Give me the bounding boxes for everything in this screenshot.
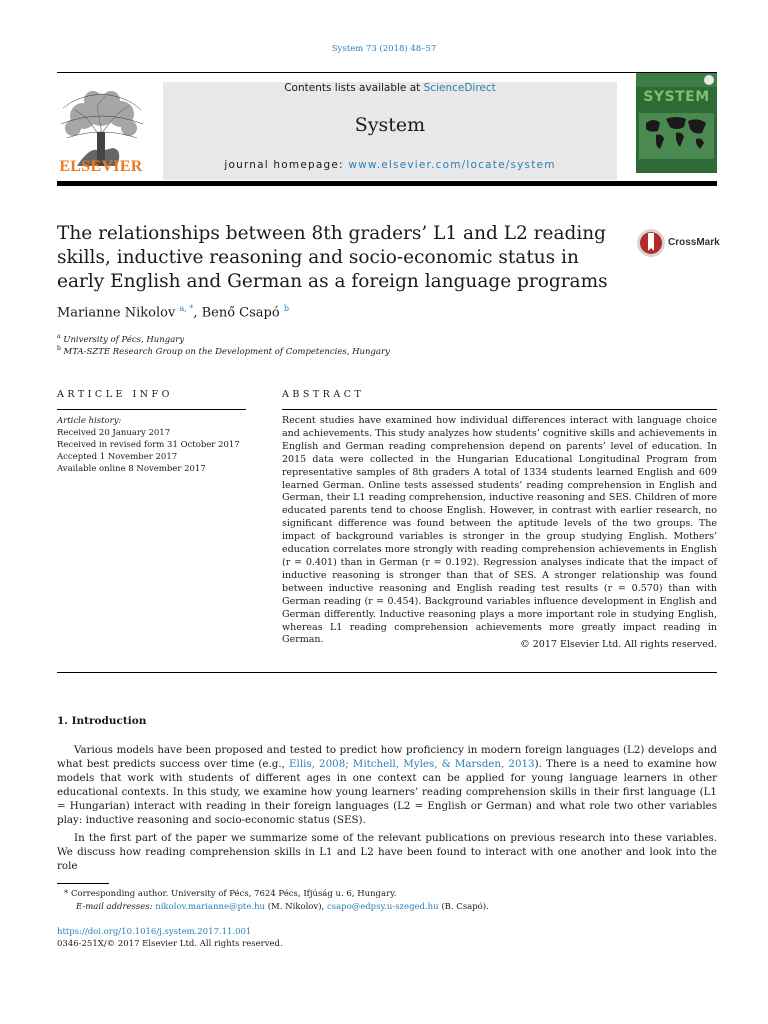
affiliation-text: University of Pécs, Hungary (63, 334, 185, 345)
affiliation-mark: a (57, 333, 61, 340)
abstract-copyright: © 2017 Elsevier Ltd. All rights reserved. (520, 639, 717, 650)
sciencedirect-link[interactable]: ScienceDirect (423, 82, 496, 94)
email-owner: (B. Csapó). (438, 902, 489, 912)
email-link[interactable]: nikolov.marianne@pte.hu (155, 902, 266, 912)
history-item: Available online 8 November 2017 (57, 464, 206, 474)
email-label: E-mail addresses: (76, 902, 156, 912)
author-list (57, 304, 289, 320)
intro-paragraph (57, 831, 717, 873)
abstract-rule (282, 409, 717, 410)
crossmark-label[interactable]: CrossMark (668, 237, 720, 248)
author-affiliation-marks[interactable]: a, * (179, 304, 194, 313)
cover-title: SYSTEM (643, 89, 710, 105)
contents-line (163, 82, 617, 94)
author-name: Benő Csapó (201, 305, 280, 321)
abstract-heading: ABSTRACT (282, 389, 365, 400)
publisher-logo-text: ELSEVIER (59, 158, 143, 175)
journal-cover-image (636, 73, 717, 173)
header-thick-rule (57, 181, 717, 186)
citation-link[interactable]: Ellis, 2008; Mitchell, Myles, & Marsden, 2013 (289, 758, 535, 770)
affiliation (57, 345, 390, 357)
author-name: Marianne Nikolov (57, 305, 176, 321)
author-separator: , (193, 305, 202, 321)
article-info-heading: ARTICLE INFO (57, 389, 173, 400)
journal-citation[interactable]: System 73 (2018) 48–57 (331, 44, 437, 54)
footnote-rule (57, 883, 109, 884)
paragraph-text: ). There is a need to examine how models that work with students of different ages in one context can be applied for young language learners in other educational contexts. In this study, we examine how young learners’ reading comprehension skills in their first language (L1 = Hungarian) interact with reading in their foreign languages (L2 = English or German) and what role two other variables play: inductive reasoning and socio-economic status (SES). (57, 758, 717, 826)
email-owner: (M. Nikolov), (265, 902, 327, 912)
history-item: Accepted 1 November 2017 (57, 452, 178, 462)
cover-art-icon (636, 73, 717, 173)
header-rule (57, 72, 717, 73)
affiliation-mark: b (57, 345, 61, 352)
homepage-link[interactable]: www.elsevier.com/locate/system (348, 159, 556, 171)
history-item: Received in revised form 31 October 2017 (57, 440, 240, 450)
history-item: Received 20 January 2017 (57, 428, 171, 438)
paragraph-text: Various models have been proposed and tested to predict how proficiency in modern foreign languages (L2) develops and what best predicts success over time (e.g., (57, 744, 717, 770)
abstract-text: Recent studies have examined how individual differences interact with language choice and achievements. This study analyzes how students’ cognitive skills and achievements in English and German reading comprehension depend on parents’ level of education. In 2015 data were collected in the Hungarian Educational Longitudinal Program from representative samples of 8th graders A total of 1334 students learned English and 609 learned German. Online tests assessed students’ reading comprehension in English and German, their L1 reading comprehension, inductive reasoning and SES. Children of more educated parents tend to choose English. However, in contrast with earlier research, no significant difference was found between the aptitude levels of the two groups. The impact of background variables is stronger in the group studying English. Mothers’ education correlates more strongly with reading comprehension achievements in English (r = 0.401) than in German (r = 0.192). Regression analyses indicate that the impact of inductive reasoning is stronger than that of SES. A stronger relationship was found between inductive reasoning and English reading test results (r = 0.570) than with German reading (r = 0.454). Background variables influence development in English and German differently. Inductive reasoning plays a more important role in studying English, whereas L1 reading comprehension achievements more greatly impact reading in German. (282, 415, 717, 646)
section-heading: 1. Introduction (57, 715, 147, 727)
corresponding-author-note: * Corresponding author. University of Pécs, 7624 Pécs, Ifjúság u. 6, Hungary. (64, 889, 397, 899)
intro-paragraph (57, 743, 717, 827)
author-affiliation-marks[interactable]: b (283, 304, 289, 313)
affiliation-text: MTA-SZTE Research Group on the Development of Competencies, Hungary (63, 346, 390, 357)
contents-prefix: Contents lists available at (284, 82, 424, 94)
section-rule (57, 672, 717, 673)
crossmark-icon[interactable] (636, 228, 666, 258)
article-title: The relationships between 8th graders’ L1 and L2 reading skills, inductive reasoning and socio-economic status in early English and German as a foreign language programs (57, 223, 608, 292)
email-note (76, 901, 736, 913)
doi-link[interactable]: https://doi.org/10.1016/j.system.2017.11.001 (57, 927, 252, 937)
homepage-prefix: journal homepage: (224, 159, 349, 171)
homepage-line (163, 159, 617, 171)
issn-line: 0346-251X/© 2017 Elsevier Ltd. All rights reserved. (57, 939, 283, 949)
paragraph-text: In the first part of the paper we summarize some of the relevant publications on previous research into these variables. We discuss how reading comprehension skills in L1 and L2 have been found to interact with one another and look into the role (57, 832, 717, 872)
journal-name: System (354, 114, 426, 136)
email-link[interactable]: csapo@edpsy.u-szeged.hu (326, 902, 439, 912)
affiliation (57, 333, 184, 345)
article-info-rule (57, 409, 246, 410)
history-label: Article history: (57, 416, 122, 426)
article-history (57, 415, 257, 475)
